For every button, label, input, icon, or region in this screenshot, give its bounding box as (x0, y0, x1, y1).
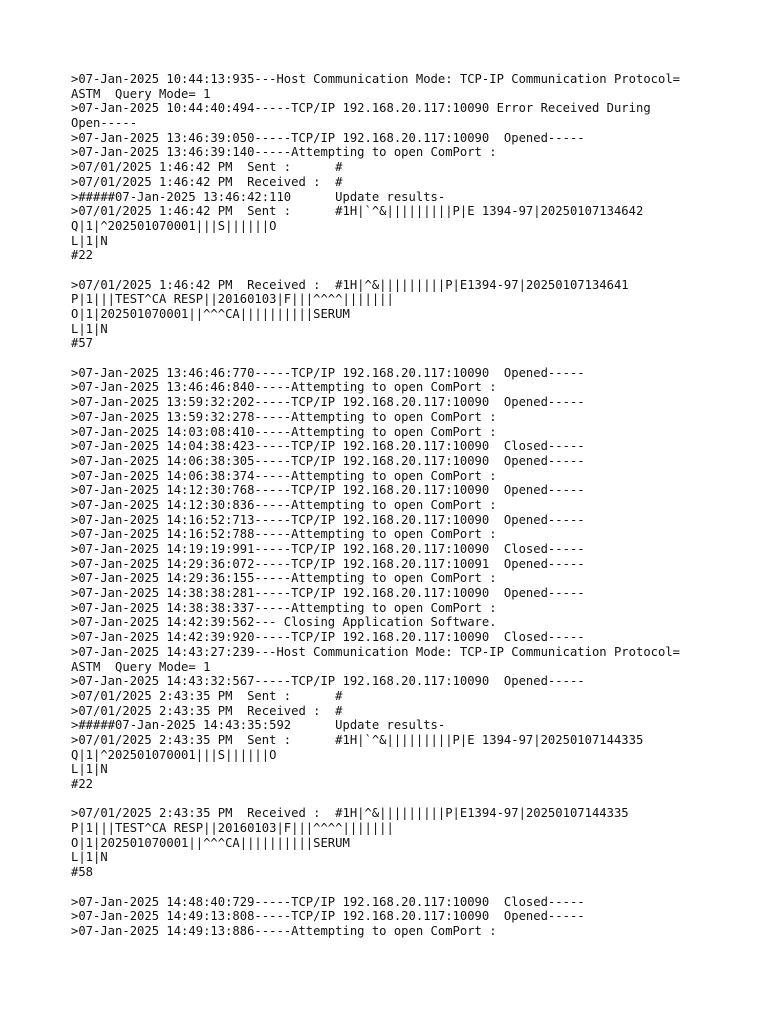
log-line: #22 (71, 248, 94, 263)
log-line: >07-Jan-2025 10:44:40:494-----TCP/IP 192.168.20.117:10090 Error Received During (71, 101, 651, 116)
log-line: >07-Jan-2025 14:49:13:808-----TCP/IP 192.168.20.117:10090 Opened----- (71, 909, 585, 924)
log-line: >07-Jan-2025 14:38:38:281-----TCP/IP 192.168.20.117:10090 Opened----- (71, 586, 585, 601)
log-line: >07-Jan-2025 14:29:36:155-----Attempting to open ComPort : (71, 571, 497, 586)
blank-line (71, 263, 751, 278)
log-line: >07-Jan-2025 14:29:36:072-----TCP/IP 192.168.20.117:10091 Opened----- (71, 556, 585, 571)
log-line: >07-Jan-2025 14:43:27:239---Host Communication Mode: TCP-IP Communication Protocol= (71, 644, 681, 659)
log-line: >07-Jan-2025 13:46:39:050-----TCP/IP 192.168.20.117:10090 Opened----- (71, 130, 585, 145)
log-document (71, 72, 751, 939)
log-line: >07-Jan-2025 13:46:46:770-----TCP/IP 192.168.20.117:10090 Opened----- (71, 365, 585, 380)
log-line: >07/01/2025 1:46:42 PM Received : #1H|^&|||||||||P|E1394-97|20250107134641 (71, 277, 629, 292)
log-line: >07/01/2025 1:46:42 PM Received : # (71, 174, 343, 189)
log-line: ASTM Query Mode= 1 (71, 86, 211, 101)
log-line: O|1|202501070001||^^^CA||||||||||SERUM (71, 307, 350, 321)
log-line: >07/01/2025 2:43:35 PM Sent : #1H|`^&|||||||||P|E 1394-97|20250107144335 (71, 732, 644, 747)
log-line: >07-Jan-2025 14:38:38:337-----Attempting to open ComPort : (71, 600, 497, 615)
log-line: >#####07-Jan-2025 14:43:35:592 Update results- (71, 718, 446, 733)
log-line: >07-Jan-2025 13:59:32:202-----TCP/IP 192.168.20.117:10090 Opened----- (71, 395, 585, 410)
log-line: >07-Jan-2025 13:46:46:840-----Attempting to open ComPort : (71, 380, 497, 395)
log-line: #58 (71, 865, 94, 880)
log-line: >#####07-Jan-2025 13:46:42:110 Update results- (71, 189, 446, 204)
log-line: >07/01/2025 1:46:42 PM Sent : # (71, 160, 343, 175)
log-line: >07/01/2025 2:43:35 PM Received : # (71, 703, 343, 718)
log-line: >07-Jan-2025 10:44:13:935---Host Communication Mode: TCP-IP Communication Protocol= (71, 72, 681, 86)
log-line: >07-Jan-2025 14:03:08:410-----Attempting to open ComPort : (71, 424, 497, 439)
log-line: >07-Jan-2025 14:42:39:562--- Closing Application Software. (71, 615, 497, 630)
log-line: L|1|N (71, 762, 108, 777)
log-line: O|1|202501070001||^^^CA||||||||||SERUM (71, 835, 350, 850)
log-line: L|1|N (71, 850, 108, 865)
log-line: Q|1|^202501070001|||S||||||O (71, 747, 277, 762)
log-line: >07-Jan-2025 14:06:38:305-----TCP/IP 192.168.20.117:10090 Opened----- (71, 453, 585, 468)
log-line: Q|1|^202501070001|||S||||||O (71, 218, 277, 233)
blank-line (71, 792, 751, 807)
blank-line (71, 880, 751, 895)
log-line: >07/01/2025 1:46:42 PM Sent : #1H|`^&|||||||||P|E 1394-97|20250107134642 (71, 204, 644, 219)
log-line: P|1|||TEST^CA RESP||20160103|F|||^^^^||||||| (71, 292, 394, 307)
log-line: >07-Jan-2025 14:42:39:920-----TCP/IP 192.168.20.117:10090 Closed----- (71, 630, 585, 645)
log-line: >07/01/2025 2:43:35 PM Sent : # (71, 688, 343, 703)
log-line: Open----- (71, 116, 138, 131)
log-line: >07-Jan-2025 14:04:38:423-----TCP/IP 192.168.20.117:10090 Closed----- (71, 439, 585, 454)
log-line: #57 (71, 336, 94, 351)
log-line: >07-Jan-2025 14:16:52:713-----TCP/IP 192.168.20.117:10090 Opened----- (71, 512, 585, 527)
log-line: >07-Jan-2025 14:16:52:788-----Attempting to open ComPort : (71, 527, 497, 542)
log-line: >07-Jan-2025 14:12:30:836-----Attempting to open ComPort : (71, 497, 497, 512)
log-line: L|1|N (71, 321, 108, 336)
log-line: >07-Jan-2025 13:46:39:140-----Attempting to open ComPort : (71, 145, 497, 160)
blank-line (71, 351, 751, 366)
log-line: P|1|||TEST^CA RESP||20160103|F|||^^^^||||||| (71, 821, 394, 836)
log-line: >07-Jan-2025 14:43:32:567-----TCP/IP 192.168.20.117:10090 Opened----- (71, 674, 585, 689)
log-line: #22 (71, 777, 94, 791)
log-line: >07-Jan-2025 14:06:38:374-----Attempting to open ComPort : (71, 468, 497, 483)
log-line: >07-Jan-2025 14:19:19:991-----TCP/IP 192.168.20.117:10090 Closed----- (71, 542, 585, 556)
log-line: >07-Jan-2025 13:59:32:278-----Attempting to open ComPort : (71, 409, 497, 424)
log-line: >07-Jan-2025 14:49:13:886-----Attempting to open ComPort : (71, 923, 497, 938)
log-line: >07-Jan-2025 14:12:30:768-----TCP/IP 192.168.20.117:10090 Opened----- (71, 483, 585, 498)
log-line: >07/01/2025 2:43:35 PM Received : #1H|^&|||||||||P|E1394-97|20250107144335 (71, 806, 629, 821)
log-line: L|1|N (71, 233, 108, 248)
log-line: ASTM Query Mode= 1 (71, 659, 211, 674)
log-line: >07-Jan-2025 14:48:40:729-----TCP/IP 192.168.20.117:10090 Closed----- (71, 894, 585, 909)
